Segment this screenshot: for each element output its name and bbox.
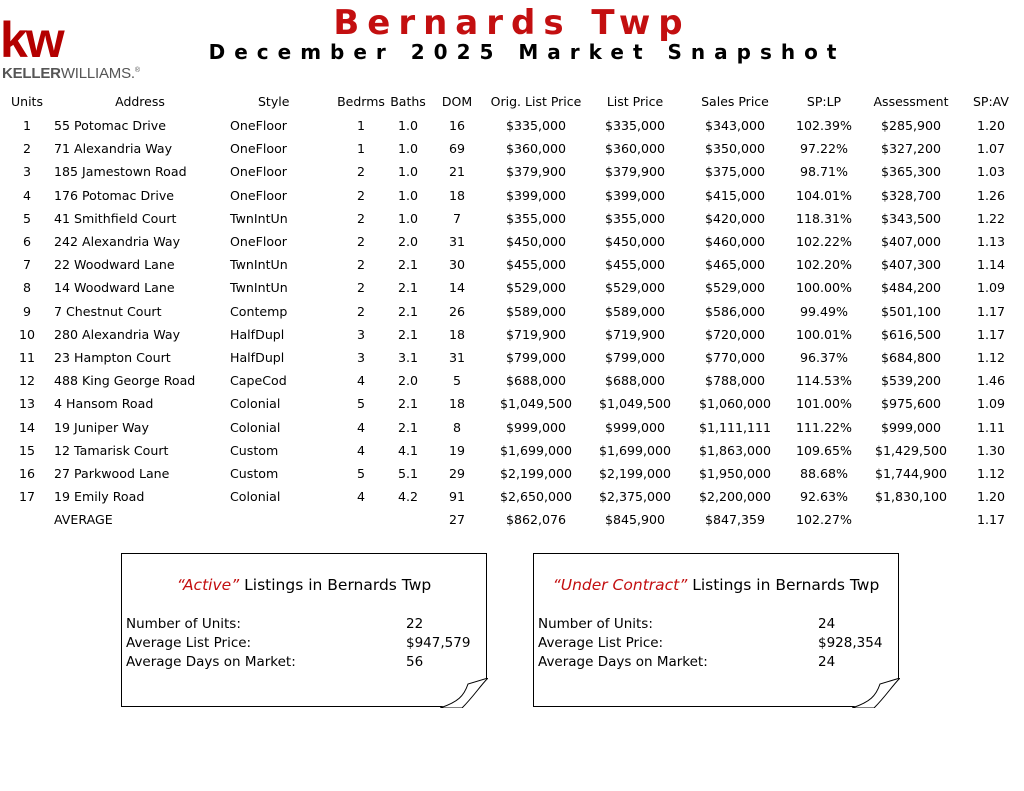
cell-orig-list-price: $2,199,000	[499, 466, 573, 482]
active-dom-value: 56	[406, 654, 424, 670]
cell-sp-lp: 102.27%	[795, 512, 853, 528]
active-box-title	[122, 576, 486, 594]
cell-assessment: $484,200	[880, 280, 942, 296]
uc-units-label: Number of Units:	[538, 616, 653, 632]
cell-style: OneFloor	[230, 164, 287, 180]
cell-style: OneFloor	[230, 187, 287, 203]
cell-dom: 16	[448, 118, 466, 133]
cell-assessment: $501,100	[880, 303, 942, 319]
table-header-row	[4, 90, 1022, 114]
cell-sales-price: $1,950,000	[698, 466, 772, 482]
cell-style: OneFloor	[230, 118, 287, 133]
cell-sp-lp: 99.49%	[799, 303, 849, 319]
active-price-value: $947,579	[406, 635, 471, 651]
cell-bedrooms: 1	[356, 141, 365, 157]
cell-sp-av: 1.13	[976, 234, 1006, 250]
cell-list-price: $719,900	[604, 326, 666, 342]
cell-sales-price: $770,000	[704, 350, 766, 366]
cell-sp-av: 1.30	[976, 442, 1006, 458]
column-header-sp-lp: SP:LP	[806, 94, 842, 110]
cell-dom: 7	[452, 210, 461, 226]
sales-table	[4, 90, 1022, 532]
cell-address: 4 Hansom Road	[54, 396, 154, 412]
cell-dom: 5	[452, 373, 461, 389]
cell-sales-price: $586,000	[704, 303, 766, 319]
cell-dom: 31	[448, 350, 466, 366]
column-header-address: Address	[115, 94, 165, 110]
cell-baths: 2.1	[397, 280, 419, 296]
cell-units: 10	[18, 326, 36, 342]
cell-assessment: $975,600	[880, 396, 942, 412]
cell-address: 41 Smithfield Court	[54, 210, 177, 226]
uc-price-value: $928,354	[818, 635, 883, 651]
column-header-assessment: Assessment	[873, 94, 949, 110]
cell-sales-price: $847,359	[704, 512, 766, 528]
table-row	[4, 300, 1022, 323]
cell-sp-av: 1.46	[976, 373, 1006, 389]
cell-sp-lp: 102.20%	[795, 257, 853, 273]
cell-bedrooms: 2	[356, 303, 365, 319]
cell-sales-price: $350,000	[704, 141, 766, 157]
cell-units: 1	[22, 118, 31, 133]
cell-sp-av: 1.17	[976, 303, 1006, 319]
cell-assessment: $327,200	[880, 141, 942, 157]
cell-orig-list-price: $379,900	[505, 164, 567, 180]
cell-assessment	[862, 508, 960, 531]
cell-sp-lp: 92.63%	[799, 489, 849, 505]
cell-orig-list-price: $589,000	[505, 303, 567, 319]
cell-style: TwnIntUn	[230, 210, 288, 226]
uc-units-value: 24	[818, 616, 836, 632]
cell-sales-price: $375,000	[704, 164, 766, 180]
cell-bedrooms: 3	[356, 350, 365, 366]
cell-sp-lp: 102.22%	[795, 234, 853, 250]
cell-units: 11	[18, 350, 36, 366]
cell-assessment: $1,429,500	[874, 442, 948, 458]
cell-sales-price: $529,000	[704, 280, 766, 296]
cell-bedrooms: 4	[356, 489, 365, 505]
cell-bedrooms	[334, 508, 388, 531]
cell-sp-lp: 114.53%	[795, 373, 853, 389]
cell-list-price: $335,000	[604, 118, 666, 133]
cell-units: 4	[22, 187, 31, 203]
cell-sp-lp: 102.39%	[795, 118, 853, 133]
cell-address: 12 Tamarisk Court	[54, 442, 169, 458]
cell-sp-lp: 118.31%	[795, 210, 853, 226]
cell-baths: 1.0	[397, 141, 419, 157]
cell-sales-price: $415,000	[704, 187, 766, 203]
cell-assessment: $1,744,900	[874, 466, 948, 482]
cell-sales-price: $2,200,000	[698, 489, 772, 505]
cell-sp-av: 1.20	[976, 489, 1006, 505]
cell-assessment: $407,000	[880, 234, 942, 250]
cell-orig-list-price: $1,049,500	[499, 396, 573, 412]
cell-baths: 1.0	[397, 118, 419, 133]
cell-orig-list-price: $355,000	[505, 210, 567, 226]
cell-dom: 19	[448, 442, 466, 458]
cell-address: 23 Hampton Court	[54, 350, 171, 366]
cell-orig-list-price: $999,000	[505, 419, 567, 435]
cell-sp-lp: 104.01%	[795, 187, 853, 203]
keller-williams-wordmark: KELLERWILLIAMS.®	[2, 65, 140, 82]
cell-bedrooms: 3	[356, 326, 365, 342]
cell-bedrooms: 2	[356, 280, 365, 296]
cell-baths: 2.1	[397, 396, 419, 412]
cell-assessment: $684,800	[880, 350, 942, 366]
cell-baths: 2.1	[397, 257, 419, 273]
cell-dom: 31	[448, 234, 466, 250]
cell-address: 280 Alexandria Way	[54, 326, 181, 342]
table-row	[4, 114, 1022, 137]
cell-dom: 18	[448, 396, 466, 412]
cell-list-price: $999,000	[604, 419, 666, 435]
cell-address: 71 Alexandria Way	[54, 141, 173, 157]
table-row	[4, 230, 1022, 253]
column-header-sp-av: SP:AV	[973, 94, 1009, 110]
cell-units: 7	[22, 257, 31, 273]
table-row	[4, 323, 1022, 346]
cell-units: 12	[18, 373, 36, 389]
cell-assessment: $365,300	[880, 164, 942, 180]
cell-sales-price: $1,111,111	[698, 419, 772, 435]
active-dom-row	[126, 654, 476, 670]
cell-sp-lp: 88.68%	[799, 466, 849, 482]
cell-sales-price: $788,000	[704, 373, 766, 389]
page-curl-icon	[440, 678, 488, 708]
table-row	[4, 346, 1022, 369]
cell-list-price: $799,000	[604, 350, 666, 366]
active-units-label: Number of Units:	[126, 616, 241, 632]
cell-bedrooms: 4	[356, 419, 365, 435]
column-header-units: Units	[11, 94, 43, 110]
uc-dom-row	[538, 654, 888, 670]
cell-units: 16	[18, 466, 36, 482]
cell-address: 7 Chestnut Court	[54, 303, 162, 319]
cell-sales-price: $465,000	[704, 257, 766, 273]
cell-dom: 8	[452, 419, 461, 435]
cell-list-price: $450,000	[604, 234, 666, 250]
cell-address: 242 Alexandria Way	[54, 234, 181, 250]
cell-sp-av: 1.09	[976, 280, 1006, 296]
cell-bedrooms: 1	[356, 118, 365, 133]
table-row	[4, 137, 1022, 160]
cell-sp-av: 1.03	[976, 164, 1006, 180]
table-row	[4, 439, 1022, 462]
cell-address: 488 King George Road	[54, 373, 196, 389]
cell-style: Contemp	[230, 303, 288, 319]
cell-baths: 2.1	[397, 326, 419, 342]
cell-sp-av: 1.12	[976, 466, 1006, 482]
cell-bedrooms: 4	[356, 442, 365, 458]
cell-dom: 30	[448, 257, 466, 273]
cell-address: 19 Emily Road	[54, 489, 145, 505]
cell-bedrooms: 2	[356, 234, 365, 250]
cell-dom: 21	[448, 164, 466, 180]
uc-box-title	[534, 576, 898, 594]
cell-baths: 1.0	[397, 164, 419, 180]
table-row	[4, 184, 1022, 207]
cell-assessment: $999,000	[880, 419, 942, 435]
cell-orig-list-price: $1,699,000	[499, 442, 573, 458]
cell-orig-list-price: $455,000	[505, 257, 567, 273]
table-row	[4, 462, 1022, 485]
cell-sp-av: 1.26	[976, 187, 1006, 203]
page-title: Bernards Twp	[333, 3, 691, 43]
cell-orig-list-price: $529,000	[505, 280, 567, 296]
cell-address: 185 Jamestown Road	[54, 164, 187, 180]
cell-style: HalfDupl	[230, 350, 285, 366]
cell-sp-av: 1.20	[976, 118, 1006, 133]
cell-units: 14	[18, 419, 36, 435]
cell-units: 9	[22, 303, 31, 319]
cell-baths: 4.1	[397, 442, 419, 458]
uc-dom-value: 24	[818, 654, 836, 670]
active-price-row	[126, 635, 476, 651]
uc-title-rest: Listings in Bernards Twp	[687, 576, 880, 594]
column-header-sales-price: Sales Price	[701, 94, 769, 110]
uc-price-row	[538, 635, 888, 651]
cell-dom: 29	[448, 466, 466, 482]
cell-baths: 5.1	[397, 466, 419, 482]
cell-baths: 1.0	[397, 210, 419, 226]
cell-style: HalfDupl	[230, 326, 285, 342]
column-header-list-price: List Price	[606, 94, 664, 110]
cell-list-price: $355,000	[604, 210, 666, 226]
cell-sp-lp: 111.22%	[795, 419, 853, 435]
cell-list-price: $2,375,000	[598, 489, 672, 505]
cell-sales-price: $1,863,000	[698, 442, 772, 458]
cell-units: 8	[22, 280, 31, 296]
cell-bedrooms: 5	[356, 466, 365, 482]
cell-units: 5	[22, 210, 31, 226]
table-row	[4, 207, 1022, 230]
cell-orig-list-price: $2,650,000	[499, 489, 573, 505]
page-curl-icon	[852, 678, 900, 708]
cell-address: 19 Juniper Way	[54, 419, 149, 435]
cell-dom: 26	[448, 303, 466, 319]
cell-sp-av: 1.17	[976, 326, 1006, 342]
cell-sp-av: 1.12	[976, 350, 1006, 366]
cell-units: 2	[22, 141, 31, 157]
active-dom-label: Average Days on Market:	[126, 654, 296, 670]
column-header-style: Style	[258, 94, 290, 110]
cell-assessment: $328,700	[880, 187, 942, 203]
cell-bedrooms: 4	[356, 373, 365, 389]
table-row	[4, 369, 1022, 392]
cell-sp-lp: 98.71%	[799, 164, 849, 180]
cell-assessment: $1,830,100	[874, 489, 948, 505]
table-row	[4, 160, 1022, 183]
cell-sp-lp: 100.00%	[795, 280, 853, 296]
cell-style: OneFloor	[230, 234, 287, 250]
table-row	[4, 416, 1022, 439]
cell-dom: 27	[448, 512, 466, 528]
cell-sp-lp: 101.00%	[795, 396, 853, 412]
cell-style: Custom	[230, 466, 279, 482]
cell-style: Colonial	[230, 396, 281, 412]
cell-address: 14 Woodward Lane	[54, 280, 175, 296]
cell-address: 176 Potomac Drive	[54, 187, 175, 203]
cell-units: 6	[22, 234, 31, 250]
cell-sp-av: 1.09	[976, 396, 1006, 412]
active-units-row	[126, 616, 476, 632]
cell-sp-av: 1.22	[976, 210, 1006, 226]
page-subtitle: December 2025 Market Snapshot	[208, 40, 846, 64]
cell-sp-lp: 96.37%	[799, 350, 849, 366]
cell-list-price: $845,900	[604, 512, 666, 528]
cell-orig-list-price: $688,000	[505, 373, 567, 389]
under-contract-listings-box	[533, 553, 899, 707]
table-row	[4, 253, 1022, 276]
uc-units-row	[538, 616, 888, 632]
cell-sp-lp: 109.65%	[795, 442, 853, 458]
cell-bedrooms: 2	[356, 164, 365, 180]
table-row	[4, 392, 1022, 415]
cell-list-price: $399,000	[604, 187, 666, 203]
cell-baths: 2.0	[397, 234, 419, 250]
cell-orig-list-price: $719,900	[505, 326, 567, 342]
cell-list-price: $529,000	[604, 280, 666, 296]
cell-sp-av: 1.11	[976, 419, 1006, 435]
cell-assessment: $539,200	[880, 373, 942, 389]
cell-list-price: $455,000	[604, 257, 666, 273]
cell-dom: 18	[448, 187, 466, 203]
cell-units: 13	[18, 396, 36, 412]
uc-highlight: “Under Contract”	[552, 576, 688, 594]
table-body	[4, 114, 1022, 532]
cell-sales-price: $343,000	[704, 118, 766, 133]
cell-units	[4, 508, 50, 531]
table-row	[4, 276, 1022, 299]
cell-style	[230, 508, 334, 531]
cell-units: 3	[22, 164, 31, 180]
cell-bedrooms: 2	[356, 210, 365, 226]
cell-baths: 2.1	[397, 419, 419, 435]
active-price-label: Average List Price:	[126, 635, 252, 651]
cell-units: 15	[18, 442, 36, 458]
cell-sp-lp: 100.01%	[795, 326, 853, 342]
cell-baths: 2.1	[397, 303, 419, 319]
cell-list-price: $360,000	[604, 141, 666, 157]
cell-bedrooms: 2	[356, 257, 365, 273]
cell-bedrooms: 5	[356, 396, 365, 412]
active-highlight: “Active”	[176, 576, 240, 594]
cell-units: 17	[18, 489, 36, 505]
cell-address: 22 Woodward Lane	[54, 257, 175, 273]
column-header-baths: Baths	[390, 94, 426, 110]
average-row	[4, 508, 1022, 531]
uc-dom-label: Average Days on Market:	[538, 654, 708, 670]
cell-list-price: $2,199,000	[598, 466, 672, 482]
cell-dom: 14	[448, 280, 466, 296]
cell-sales-price: $420,000	[704, 210, 766, 226]
cell-list-price: $688,000	[604, 373, 666, 389]
cell-list-price: $1,699,000	[598, 442, 672, 458]
cell-bedrooms: 2	[356, 187, 365, 203]
cell-orig-list-price: $450,000	[505, 234, 567, 250]
cell-sp-lp: 97.22%	[799, 141, 849, 157]
cell-dom: 18	[448, 326, 466, 342]
cell-address: 27 Parkwood Lane	[54, 466, 170, 482]
cell-assessment: $343,500	[880, 210, 942, 226]
cell-baths: 4.2	[397, 489, 419, 505]
table-row	[4, 485, 1022, 508]
kw-logo-mark: kw	[0, 12, 63, 68]
cell-sp-av: 1.17	[976, 512, 1006, 528]
cell-style: Custom	[230, 442, 279, 458]
cell-style: CapeCod	[230, 373, 287, 389]
cell-list-price: $589,000	[604, 303, 666, 319]
active-units-value: 22	[406, 616, 424, 632]
cell-style: Colonial	[230, 419, 281, 435]
cell-assessment: $407,300	[880, 257, 942, 273]
cell-dom: 91	[448, 489, 466, 505]
uc-price-label: Average List Price:	[538, 635, 664, 651]
cell-baths: 2.0	[397, 373, 419, 389]
active-listings-box	[121, 553, 487, 707]
cell-style: Colonial	[230, 489, 281, 505]
cell-orig-list-price: $799,000	[505, 350, 567, 366]
cell-assessment: $285,900	[880, 118, 942, 133]
cell-orig-list-price: $360,000	[505, 141, 567, 157]
cell-style: TwnIntUn	[230, 280, 288, 296]
cell-sp-av: 1.07	[976, 141, 1006, 157]
cell-dom: 69	[448, 141, 466, 157]
cell-assessment: $616,500	[880, 326, 942, 342]
cell-orig-list-price: $335,000	[505, 118, 567, 133]
cell-orig-list-price: $862,076	[505, 512, 567, 528]
cell-baths: 3.1	[397, 350, 419, 366]
cell-address: 55 Potomac Drive	[54, 118, 167, 133]
cell-list-price: $379,900	[604, 164, 666, 180]
column-header-orig-list-price: Orig. List Price	[490, 94, 582, 110]
cell-orig-list-price: $399,000	[505, 187, 567, 203]
cell-sp-av: 1.14	[976, 257, 1006, 273]
cell-address: AVERAGE	[54, 512, 113, 528]
cell-sales-price: $720,000	[704, 326, 766, 342]
column-header-dom: DOM	[441, 94, 473, 110]
cell-sales-price: $460,000	[704, 234, 766, 250]
cell-style: OneFloor	[230, 141, 287, 157]
cell-sales-price: $1,060,000	[698, 396, 772, 412]
cell-list-price: $1,049,500	[598, 396, 672, 412]
active-title-rest: Listings in Bernards Twp	[239, 576, 432, 594]
cell-baths	[388, 508, 428, 531]
cell-style: TwnIntUn	[230, 257, 288, 273]
column-header-bedrooms: Bedrms	[337, 94, 385, 110]
cell-baths: 1.0	[397, 187, 419, 203]
